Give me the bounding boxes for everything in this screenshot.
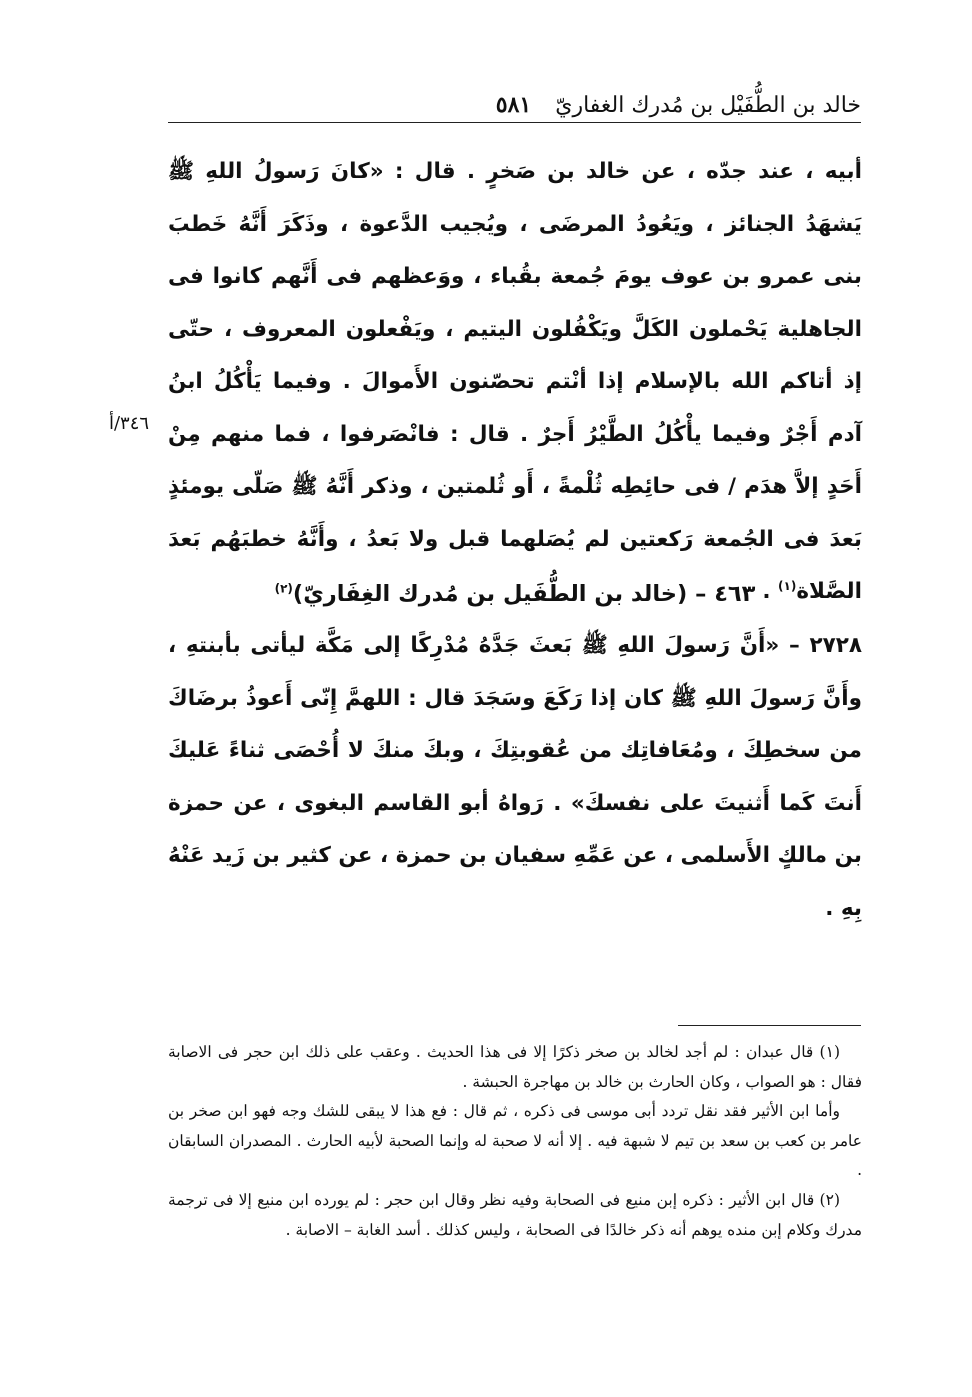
footnote-rule bbox=[678, 1025, 861, 1026]
footnote-2: (٢) قال ابن الأثير : ذكره إبن منيع فى الصحابة وفيه نظر وقال ابن حجر : لم يورده ابن منيع إلا فى ترجمة مدرك وكلام إبن منده يوهم أنه ذكر خالدًا فى الصحابة ، وليس كذلك . أسد الغابة – الاصابة . bbox=[168, 1190, 862, 1239]
margin-manuscript-folio: ٣٤٦/أ bbox=[108, 413, 150, 434]
footnote-1-continued: وأما ابن الأثير فقد نقل تردد أبى موسى فى ذكره ، ثم قال : فع هذا لا يبقى للشك وجه فهو ابن صخر بن عامر بن كعب بن سعد بن تيم لا شبهة فيه . إلا أنه لا صحبة له وإنما الصحبة لأبيه الحارث . المصدران السابقان . bbox=[168, 1102, 862, 1180]
page-number: ٥٨١ bbox=[495, 92, 532, 118]
footnotes bbox=[168, 1038, 862, 1245]
footnote-1: (١) قال عبدان : لم أجد لخالد بن صخر ذكرًا إلا فى هذا الحديث . وعقب على ذلك ابن حجر فى الاصابة فقال : هو الصواب ، وكان الحارث بن خالد بن مهاجرة الحبشة . bbox=[168, 1043, 862, 1091]
paragraph-1-text: أبيه ، عند جدّه ، عن خالد بن صَخرٍ . قال : «كانَ رَسولُ اللهِ ﷺ يَشهَدُ الجنائز ، ويَعُودُ المرضَى ، ويُجيب الدَّعوة ، وذَكَرَ أَنَّهُ خَطبَ بنى عمرو بن عوف يومَ جُمعة بقُباء ، ووَعظهم فى أَنَّهم كانوا فى الجاهلية يَحْملون الكَلَّ ويَكْفُلون اليتيم ، ويَفْعلون المعروف ، حتّى إذ أتاكم الله بالإسلام إذا أنْتم تحصّنون الأَموالَ . وفيما يَأْكُلُ ابنُ آدم أَجْرٌ وفيما يأْكُلُ الطَّيْرُ أَجرٌ . قال : فانْصَرفوا ، فما منهم مِنْ أَحَدٍ إلاَّ هدَم / فى حائِطِه ثُلْمةً ، أَو ثُلمتين ، وذكر أَنَّهُ ﷺ صَلّى يومئذٍ بَعدَ فى الجُمعة رَكعتين لم يُصَلهما قبل ولا بَعدُ ، وأَنَّهُ خطبَهُم بَعدَ الصَّلاة bbox=[168, 159, 862, 604]
header-rule bbox=[168, 122, 861, 123]
hadith-paragraph bbox=[168, 620, 862, 935]
footnote-ref-1[interactable]: (١) bbox=[778, 578, 797, 593]
running-header bbox=[173, 82, 861, 118]
running-title: خالد بن الطُّفَيْل بن مُدرك الغفاريّ bbox=[555, 93, 861, 118]
entry-heading bbox=[168, 568, 862, 620]
footnote-ref-2[interactable]: (٢) bbox=[274, 581, 293, 596]
paragraph-1-end: . bbox=[762, 579, 779, 604]
hadith-text: ٢٧٢٨ – «أَنَّ رَسولَ اللهِ ﷺ بَعثَ جَدَّهُ مُدْرِكًا إلى مَكَّة ليأتى بأبنتهِ ، وأَنَّ رَسولَ اللهِ ﷺ كان إذا رَكَعَ وسَجَدَ قال : اللهمَّ إِنّى أَعوذُ برضَاكَ من سخطِكَ ، ومُعَافاتِك من عُقوبتِكَ ، وبكَ منكَ لا أُحْصَى ثناءً عَليكَ أَنتَ كَما أَثنيتَ على نفسكَ» . رَواهُ أبو القاسم البغوى ، عن حمزة بن مالكٍ الأَسلمى ، عن عَمِّهِ سفيان بن حمزة ، عن كثير بن زَيد عَنْهُ بِهِ . bbox=[168, 633, 862, 921]
entry-heading-text: ٤٦٣ – (خالد بن الطُّفَيل بن مُدرك الغِفَاريّ) bbox=[292, 581, 756, 607]
paragraph-continued bbox=[168, 146, 862, 619]
